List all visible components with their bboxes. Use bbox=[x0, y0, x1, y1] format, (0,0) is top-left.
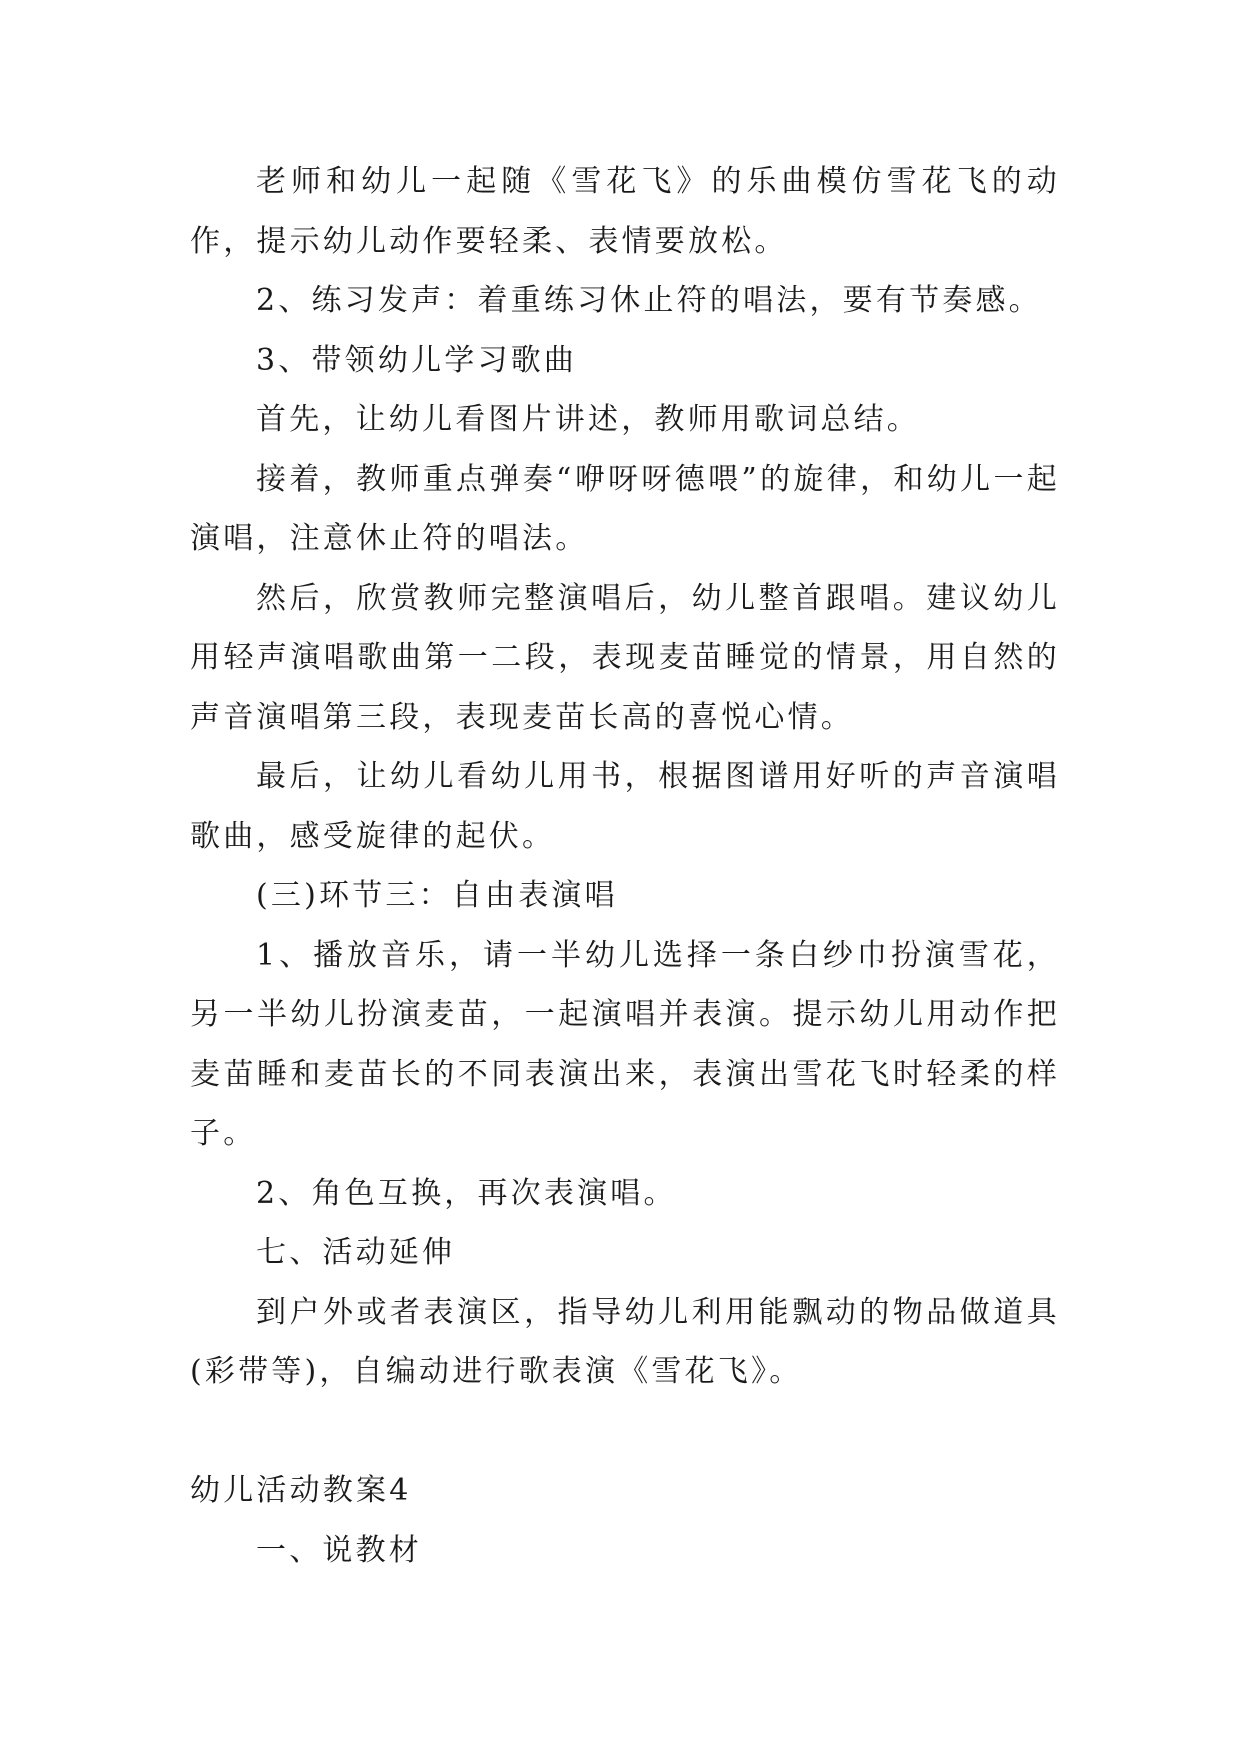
paragraph-vocal-practice: 2、练习发声：着重练习休止符的唱法，要有节奏感。 bbox=[256, 283, 1042, 318]
paragraph-last-step: 最后，让幼儿看幼儿用书，根据图谱用好听的声音演唱歌曲，感受旋律的起伏。 bbox=[190, 759, 1060, 854]
paragraph-first-step: 首先，让幼儿看图片讲述，教师用歌词总结。 bbox=[256, 402, 920, 437]
paragraph-then-step: 然后，欣赏教师完整演唱后，幼儿整首跟唱。建议幼儿用轻声演唱歌曲第一二段，表现麦苗睡觉的情景，用自然的声音演唱第三段，表现麦苗长高的喜悦心情。 bbox=[190, 580, 1060, 735]
section-heading-extension: 七、活动延伸 bbox=[256, 1235, 456, 1270]
paragraph-outdoor-activity: 到户外或者表演区，指导幼儿利用能飘动的物品做道具(彩带等)，自编动进行歌表演《雪花飞》。 bbox=[190, 1294, 1060, 1389]
paragraph-role-swap: 2、角色互换，再次表演唱。 bbox=[256, 1175, 677, 1211]
section-heading-free-performance: (三)环节三：自由表演唱 bbox=[256, 878, 618, 913]
lesson-plan-title: 幼儿活动教案4 bbox=[190, 1473, 412, 1508]
paragraph-learn-song: 3、带领幼儿学习歌曲 bbox=[256, 342, 578, 378]
paragraph-play-music: 1、播放音乐，请一半幼儿选择一条白纱巾扮演雪花，另一半幼儿扮演麦苗，一起演唱并表演。提示幼儿用动作把麦苗睡和麦苗长的不同表演出来，表演出雪花飞时轻柔的样子。 bbox=[190, 937, 1060, 1151]
section-heading-teaching-material: 一、说教材 bbox=[256, 1532, 422, 1568]
document-body bbox=[190, 152, 1060, 1580]
paragraph-snow-imitation: 老师和幼儿一起随《雪花飞》的乐曲模仿雪花飞的动作，提示幼儿动作要轻柔、表情要放松。 bbox=[190, 164, 1060, 259]
paragraph-next-step: 接着，教师重点弹奏“咿呀呀德喂”的旋律，和幼儿一起演唱，注意休止符的唱法。 bbox=[190, 461, 1060, 556]
